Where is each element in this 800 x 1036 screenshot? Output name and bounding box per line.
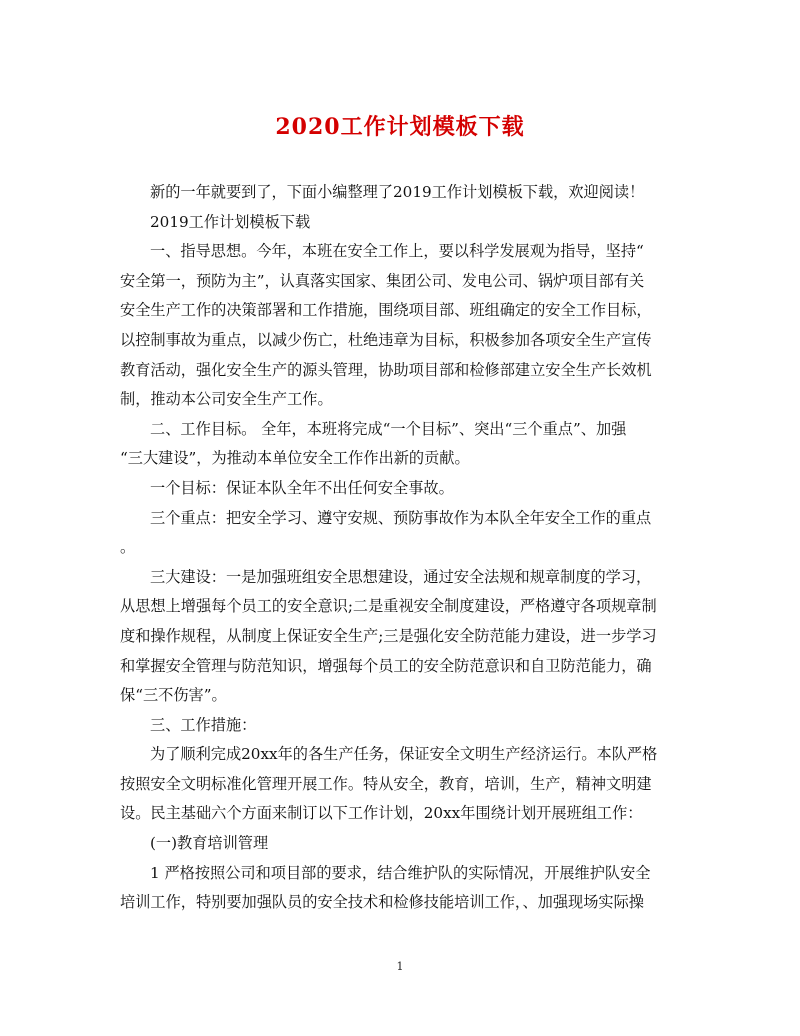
body-line: 制，推动本公司安全生产工作。: [120, 390, 333, 409]
body-line: 。: [120, 538, 136, 557]
body-line: 保“三不伤害”。: [120, 686, 227, 705]
body-line: 以控制事故为重点，以减少伤亡，杜绝违章为目标，积极参加各项安全生产宣传: [120, 330, 652, 349]
body-line: 新的一年就要到了，下面小编整理了2019工作计划模板下载，欢迎阅读！: [150, 183, 645, 201]
body-line: 三、工作措施：: [150, 715, 257, 734]
document-title: 2020工作计划模板下载: [275, 114, 525, 140]
body-line: “三大建设”，为推动本单位安全工作作出新的贡献。: [120, 449, 470, 468]
document-body: [120, 178, 680, 918]
body-line: 三大建设：一是加强班组安全思想建设，通过安全法规和规章制度的学习，: [150, 567, 652, 586]
body-line: 培训工作，特别要加强队员的安全技术和检修技能培训工作，、加强现场实际操: [120, 893, 644, 912]
body-line: 度和操作规程，从制度上保证安全生产;三是强化安全防范能力建设，进一步学习: [120, 626, 657, 645]
body-line: 安全第一，预防为主”，认真落实国家、集团公司、发电公司、锅炉项目部有关: [120, 271, 645, 290]
body-line: 安全生产工作的决策部署和工作措施，围绕项目部、班组确定的安全工作目标，: [120, 301, 652, 320]
body-line: 1 严格按照公司和项目部的要求，结合维护队的实际情况，开展维护队安全: [150, 863, 651, 882]
body-line: 一、指导思想。今年，本班在安全工作上，要以科学发展观为指导，坚持“: [150, 242, 644, 261]
page-number: 1: [396, 960, 404, 973]
body-line: 2019工作计划模板下载: [150, 212, 311, 231]
body-line: 三个重点：把安全学习、遵守安规、预防事故作为本队全年安全工作的重点: [150, 508, 652, 527]
body-line: 按照安全文明标准化管理开展工作。特从安全，教育，培训，生产，精神文明建: [120, 774, 652, 793]
body-line: (一)教育培训管理: [150, 834, 269, 853]
body-line: 二、工作目标。 全年，本班将完成“一个目标”、突出“三个重点”、加强: [150, 419, 627, 438]
body-line: 和掌握安全管理与防范知识，增强每个员工的安全防范意识和自卫防范能力，确: [120, 656, 652, 675]
body-line: 一个目标：保证本队全年不出任何安全事故。: [150, 478, 454, 497]
body-line: 为了顺利完成20xx年的各生产任务，保证安全文明生产经济运行。本队严格: [150, 745, 658, 764]
body-line: 从思想上增强每个员工的安全意识;二是重视安全制度建设，严格遵守各项规章制: [120, 597, 657, 616]
body-line: 教育活动，强化安全生产的源头管理，协助项目部和检修部建立安全生产长效机: [120, 360, 652, 379]
body-line: 设。民主基础六个方面来制订以下工作计划，20xx年围绕计划开展班组工作：: [120, 804, 643, 823]
